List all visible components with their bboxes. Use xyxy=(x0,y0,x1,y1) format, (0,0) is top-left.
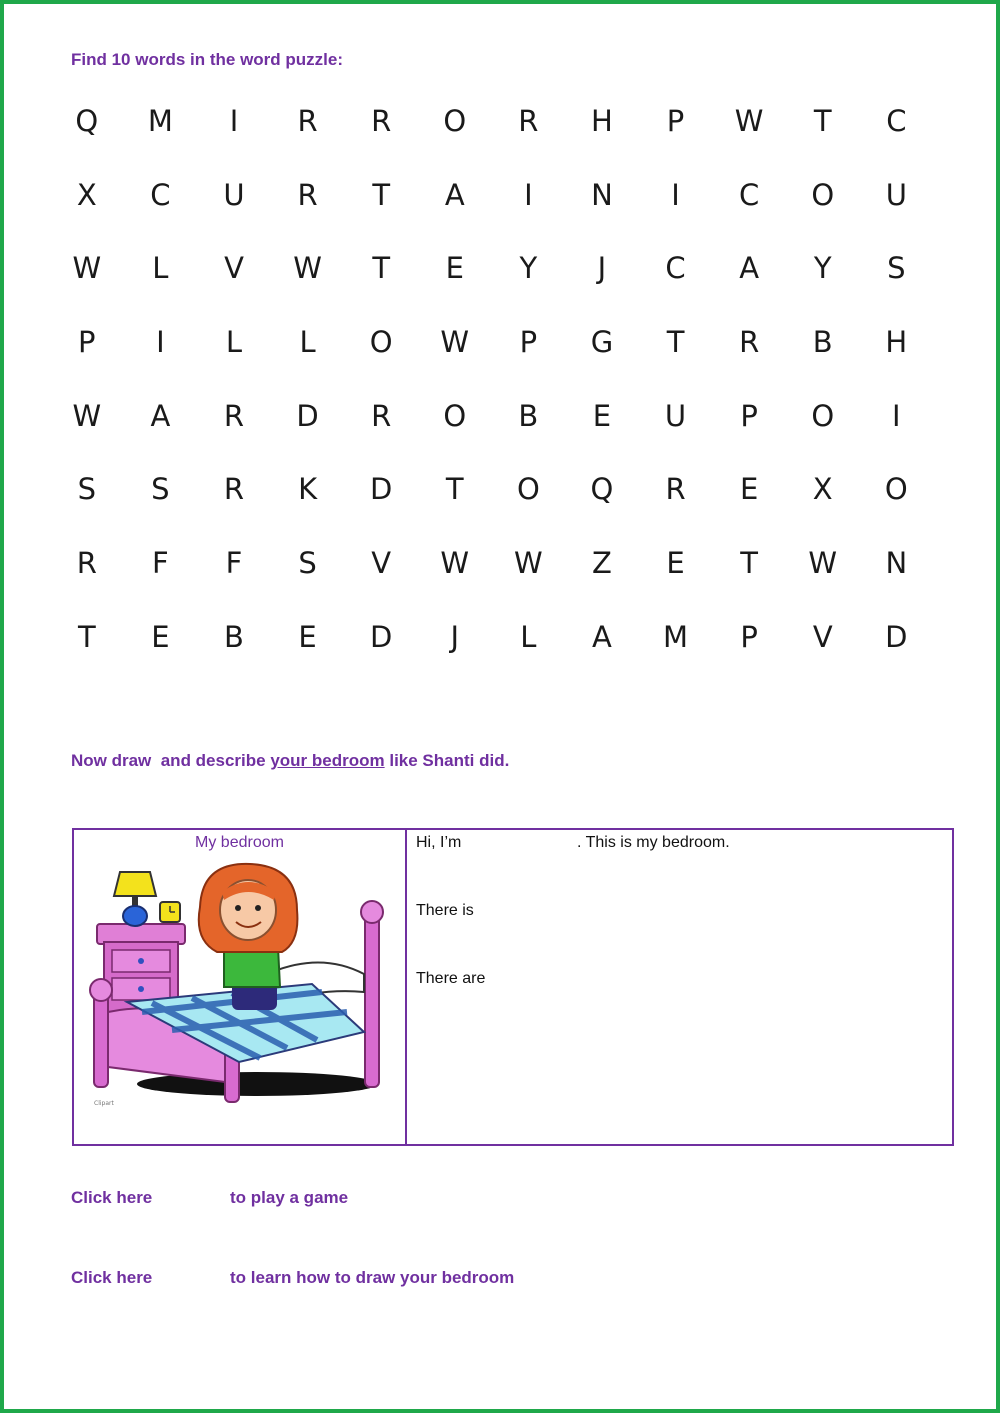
puzzle-letter: R xyxy=(739,324,760,359)
puzzle-letter: E xyxy=(666,545,685,580)
puzzle-letter: T xyxy=(740,545,758,580)
puzzle-letter: O xyxy=(811,398,835,433)
lamp-base xyxy=(123,906,147,926)
puzzle-letter: H xyxy=(885,324,908,359)
svg-text:Clipart: Clipart xyxy=(94,1100,114,1107)
drawer-knob-2 xyxy=(138,986,144,992)
puzzle-letter: E xyxy=(739,472,759,507)
draw-instruction-prefix: Now draw and describe xyxy=(71,751,271,770)
puzzle-letter: F xyxy=(225,545,243,580)
puzzle-letter: R xyxy=(518,103,539,138)
lamp-stem xyxy=(132,896,138,906)
puzzle-letter: W xyxy=(808,545,838,580)
puzzle-letter: I xyxy=(892,398,901,433)
puzzle-letter: P xyxy=(666,103,685,138)
puzzle-letter: T xyxy=(77,619,96,654)
puzzle-letter: U xyxy=(664,398,687,433)
drawer-knob-1 xyxy=(138,958,144,964)
puzzle-letter: R xyxy=(223,398,245,433)
puzzle-letter: H xyxy=(591,103,613,138)
puzzle-heading: Find 10 words in the word puzzle: xyxy=(71,50,344,69)
puzzle-letter: W xyxy=(72,251,102,286)
puzzle-letter: C xyxy=(886,103,907,138)
puzzle-letter: K xyxy=(298,472,318,507)
puzzle-letter: O xyxy=(516,472,540,507)
puzzle-letter: U xyxy=(223,177,245,212)
puzzle-letter: S xyxy=(298,545,317,580)
puzzle-letter: O xyxy=(369,324,393,359)
puzzle-letter: S xyxy=(887,251,906,286)
puzzle-letter: A xyxy=(150,398,171,433)
bed-post-knob-front-left xyxy=(90,979,112,1001)
puzzle-letter: J xyxy=(597,251,607,286)
draw-bedroom-link[interactable]: Click here xyxy=(71,1268,153,1287)
puzzle-letter: T xyxy=(372,251,391,286)
puzzle-letter: L xyxy=(225,324,243,359)
puzzle-letter: I xyxy=(671,177,680,212)
puzzle-letter: L xyxy=(299,324,316,359)
puzzle-letter: A xyxy=(739,251,760,286)
box-caption: My bedroom xyxy=(195,834,284,851)
bed-post-front-left xyxy=(94,992,108,1087)
puzzle-letter: N xyxy=(885,545,908,580)
puzzle-letter: Q xyxy=(75,103,99,138)
puzzle-letter: O xyxy=(884,472,908,507)
there-is-label: There is xyxy=(416,902,474,919)
draw-link-row xyxy=(71,1268,515,1288)
puzzle-letter: D xyxy=(370,619,393,654)
puzzle-letter: I xyxy=(156,324,165,359)
puzzle-letter: W xyxy=(734,103,764,138)
puzzle-letter: W xyxy=(293,251,322,286)
puzzle-letter: V xyxy=(812,619,833,654)
puzzle-letter: R xyxy=(297,177,318,212)
puzzle-letter: W xyxy=(440,545,470,580)
puzzle-letter: C xyxy=(739,177,760,212)
puzzle-letter: T xyxy=(445,472,464,507)
word-puzzle-grid xyxy=(50,84,933,674)
puzzle-letter: J xyxy=(450,619,460,654)
puzzle-letter: F xyxy=(152,545,169,580)
game-link-row xyxy=(71,1188,349,1208)
puzzle-letter: V xyxy=(224,251,244,286)
puzzle-letter: P xyxy=(519,324,538,359)
draw-bedroom-text: to learn how to draw your bedroom xyxy=(230,1268,515,1287)
puzzle-letter: M xyxy=(147,103,173,138)
puzzle-letter: G xyxy=(590,324,614,359)
puzzle-letter: R xyxy=(223,472,245,507)
puzzle-letter: E xyxy=(298,619,317,654)
puzzle-letter: C xyxy=(665,251,686,286)
puzzle-letter: E xyxy=(151,619,170,654)
draw-instruction-underlined: your bedroom xyxy=(270,751,385,770)
puzzle-letter: P xyxy=(78,324,96,359)
play-game-link[interactable]: Click here xyxy=(71,1188,153,1207)
play-game-text: to play a game xyxy=(230,1188,349,1207)
puzzle-letter: N xyxy=(591,177,613,212)
puzzle-letter: D xyxy=(885,619,908,654)
puzzle-letter: R xyxy=(297,103,318,138)
puzzle-letter: X xyxy=(812,472,833,507)
draw-instruction xyxy=(71,751,509,771)
puzzle-letter: R xyxy=(76,545,97,580)
puzzle-letter: T xyxy=(813,103,832,138)
box-divider xyxy=(405,830,407,1144)
puzzle-letter: R xyxy=(371,103,392,138)
greeting-start: Hi, I’m xyxy=(416,834,462,851)
puzzle-letter: Y xyxy=(519,251,538,286)
puzzle-letter: Y xyxy=(813,251,832,286)
puzzle-letter: D xyxy=(296,398,319,433)
draw-instruction-suffix: like Shanti did. xyxy=(384,751,510,770)
puzzle-letter: L xyxy=(152,251,169,286)
puzzle-letter: V xyxy=(371,545,392,580)
puzzle-letter: Q xyxy=(590,472,614,507)
puzzle-letter: E xyxy=(592,398,612,433)
puzzle-letter: X xyxy=(76,177,97,212)
there-are-label: There are xyxy=(416,970,486,987)
bedroom-illustration xyxy=(82,862,387,1112)
puzzle-letter: I xyxy=(524,177,533,212)
puzzle-letter: W xyxy=(72,398,102,433)
puzzle-letter: R xyxy=(371,398,392,433)
describe-bedroom-box xyxy=(72,828,954,1146)
puzzle-letter: S xyxy=(77,472,96,507)
puzzle-letter: W xyxy=(514,545,543,580)
puzzle-letter: P xyxy=(740,619,758,654)
puzzle-letter: Z xyxy=(592,545,612,580)
puzzle-letter: T xyxy=(372,177,391,212)
puzzle-letter: D xyxy=(370,472,393,507)
puzzle-letter: R xyxy=(665,472,686,507)
bed-post-back xyxy=(365,912,379,1087)
puzzle-letter: B xyxy=(812,324,833,359)
bed-post-knob-back xyxy=(361,901,383,923)
puzzle-letter: P xyxy=(740,398,758,433)
puzzle-letter: T xyxy=(666,324,685,359)
puzzle-letter: I xyxy=(229,103,239,138)
puzzle-letter: O xyxy=(443,103,467,138)
greeting-end: . This is my bedroom. xyxy=(577,834,730,851)
puzzle-letter: O xyxy=(443,398,467,433)
puzzle-letter: U xyxy=(885,177,907,212)
puzzle-letter: E xyxy=(445,251,464,286)
puzzle-letter: L xyxy=(520,619,537,654)
lamp-shade xyxy=(114,872,156,896)
puzzle-letter: S xyxy=(151,472,170,507)
puzzle-letter: B xyxy=(224,619,244,654)
puzzle-letter: C xyxy=(150,177,171,212)
puzzle-letter: M xyxy=(663,619,689,654)
puzzle-letter: A xyxy=(444,177,465,212)
puzzle-letter: W xyxy=(440,324,470,359)
puzzle-letter: O xyxy=(811,177,835,212)
puzzle-letter: B xyxy=(518,398,539,433)
puzzle-letter: A xyxy=(592,619,612,654)
